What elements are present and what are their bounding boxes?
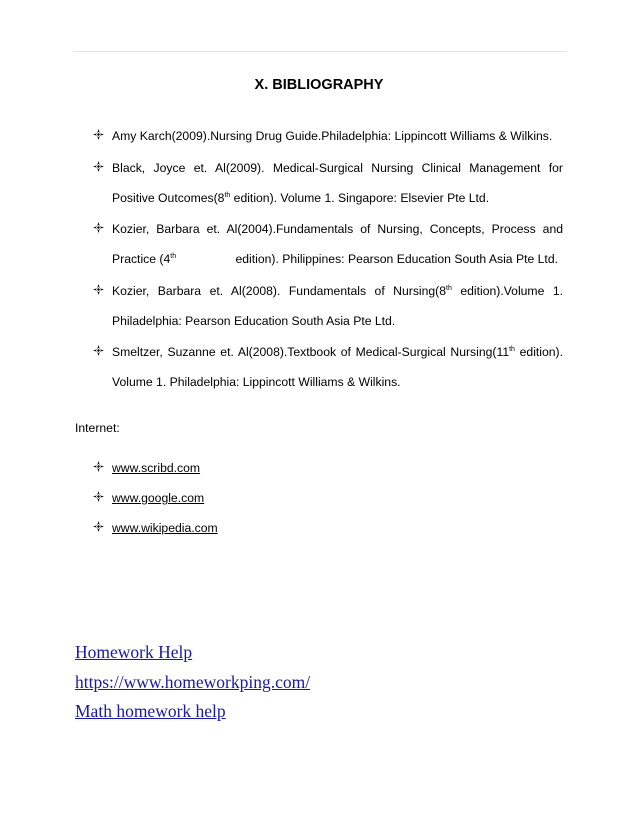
top-divider	[73, 51, 567, 52]
bibliography-entry	[93, 337, 563, 397]
bibliography-entry	[93, 276, 563, 336]
link-google[interactable]: www.google.com	[112, 491, 205, 505]
link-scribd[interactable]: www.scribd.com	[112, 461, 201, 475]
diamond-bullet-icon	[93, 276, 107, 306]
homework-help-link[interactable]: Homework Help	[75, 642, 193, 662]
page-title: X. BIBLIOGRAPHY	[254, 77, 384, 93]
bibliography-text: Kozier, Barbara et. Al(2004).Fundamentals of Nursing, Concepts, Process and Practice (4th edition). Philippines: Pearson Education South Asia Pte Ltd.	[112, 222, 563, 266]
internet-heading: Internet:	[75, 421, 120, 435]
link-wikipedia[interactable]: www.wikipedia.com	[112, 521, 218, 535]
list-item	[93, 513, 218, 543]
math-homework-help-link[interactable]: Math homework help	[75, 701, 226, 721]
diamond-bullet-icon	[93, 513, 107, 543]
diamond-bullet-icon	[93, 483, 107, 513]
bibliography-list	[93, 121, 563, 399]
footer-links	[75, 638, 310, 727]
homeworkping-url-link[interactable]: https://www.homeworkping.com/	[75, 671, 311, 692]
bibliography-entry	[93, 153, 563, 213]
diamond-bullet-icon	[93, 153, 107, 183]
bibliography-text: Kozier, Barbara et. Al(2008). Fundamentals of Nursing(8th edition).Volume 1. Philadelphia: Pearson Education South Asia Pte Ltd.	[112, 283, 563, 328]
internet-links-list	[93, 453, 218, 543]
diamond-bullet-icon	[93, 121, 107, 151]
diamond-bullet-icon	[93, 214, 107, 244]
bibliography-entry	[93, 214, 563, 274]
diamond-bullet-icon	[93, 453, 107, 483]
bibliography-entry	[93, 121, 563, 151]
bibliography-text: Amy Karch(2009).Nursing Drug Guide.Philadelphia: Lippincott Williams & Wilkins.	[112, 129, 553, 143]
diamond-bullet-icon	[93, 337, 107, 367]
bibliography-text: Black, Joyce et. Al(2009). Medical-Surgical Nursing Clinical Management for Positive Outcomes(8th edition). Volume 1. Singapore: Elsevier Pte Ltd.	[112, 160, 563, 205]
list-item	[93, 453, 218, 483]
list-item	[93, 483, 218, 513]
bibliography-text: Smeltzer, Suzanne et. Al(2008).Textbook of Medical-Surgical Nursing(11th edition). Volume 1. Philadelphia: Lippincott Williams & Wilkins.	[112, 345, 563, 389]
